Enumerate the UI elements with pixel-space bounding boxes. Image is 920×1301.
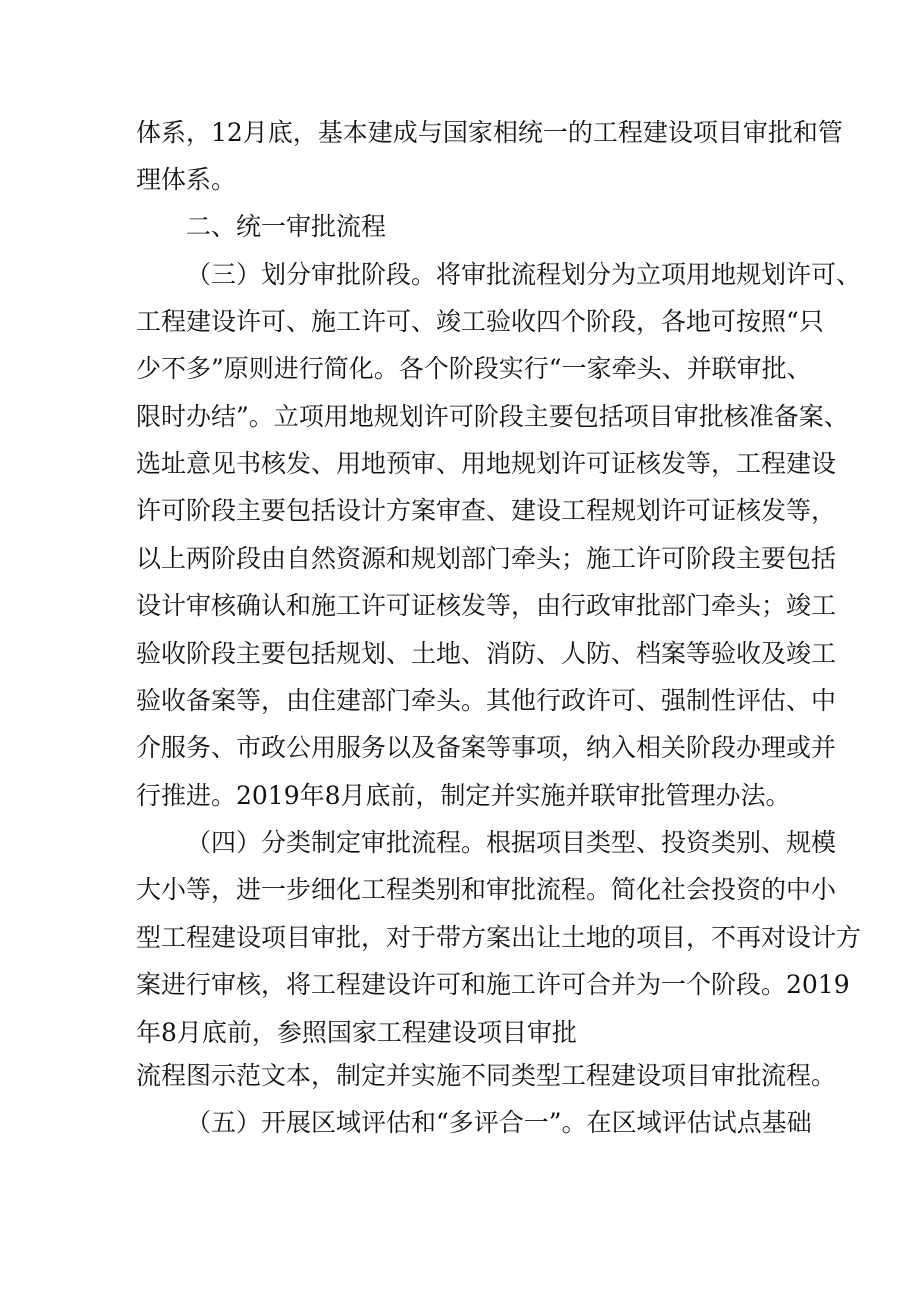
text-line-12: 验收阶段主要包括规划、土地、消防、人防、档案等验收及竣工: [136, 639, 837, 668]
text-line-9: 许可阶段主要包括设计方案审查、建设工程规划许可证核发等，: [136, 496, 837, 525]
text-line-22: （五）开展区域评估和“多评合一”。在区域评估试点基础: [186, 1108, 812, 1137]
text-line-20: 年8月底前，参照国家工程建设项目审批: [136, 1018, 577, 1047]
text-line-5: 工程建设许可、施工许可、竣工验收四个阶段，各地可按照“只: [136, 307, 824, 336]
text-line-21: 流程图示范文本，制定并实施不同类型工程建设项目审批流程。: [136, 1061, 837, 1090]
text-line-19: 案进行审核，将工程建设许可和施工许可合并为一个阶段。2019: [136, 970, 850, 999]
text-line-6: 少不多”原则进行简化。各个阶段实行“一家牵头、并联审批、: [136, 354, 812, 383]
text-line-8: 选址意见书核发、用地预审、用地规划许可证核发等，工程建设: [136, 449, 837, 478]
text-line-11: 设计审核确认和施工许可证核发等，由行政审批部门牵头；竣工: [136, 591, 837, 620]
section-heading: 二、统一审批流程: [186, 212, 387, 241]
text-line-4: （三）划分审批阶段。将审批流程划分为立项用地规划许可、: [186, 260, 862, 289]
text-line-16: （四）分类制定审批流程。根据项目类型、投资类别、规模: [186, 828, 837, 857]
text-line-14: 介服务、市政公用服务以及备案等事项，纳入相关阶段办理或并: [136, 733, 837, 762]
text-line-13: 验收备案等，由住建部门牵头。其他行政许可、强制性评估、中: [136, 686, 837, 715]
text-line-17: 大小等，进一步细化工程类别和审批流程。简化社会投资的中小: [136, 875, 837, 904]
text-line-2: 理体系。: [136, 165, 237, 194]
text-line-10: 以上两阶段由自然资源和规划部门牵头；施工许可阶段主要包括: [136, 544, 837, 573]
text-line-1: 体系，12月底，基本建成与国家相统一的工程建设项目审批和管: [136, 118, 843, 147]
text-line-7: 限时办结”。立项用地规划许可阶段主要包括项目审批核准备案、: [136, 402, 849, 431]
text-line-15: 行推进。2019年8月底前，制定并实施并联审批管理办法。: [136, 781, 791, 810]
text-line-18: 型工程建设项目审批，对于带方案出让土地的项目，不再对设计方: [136, 923, 862, 952]
